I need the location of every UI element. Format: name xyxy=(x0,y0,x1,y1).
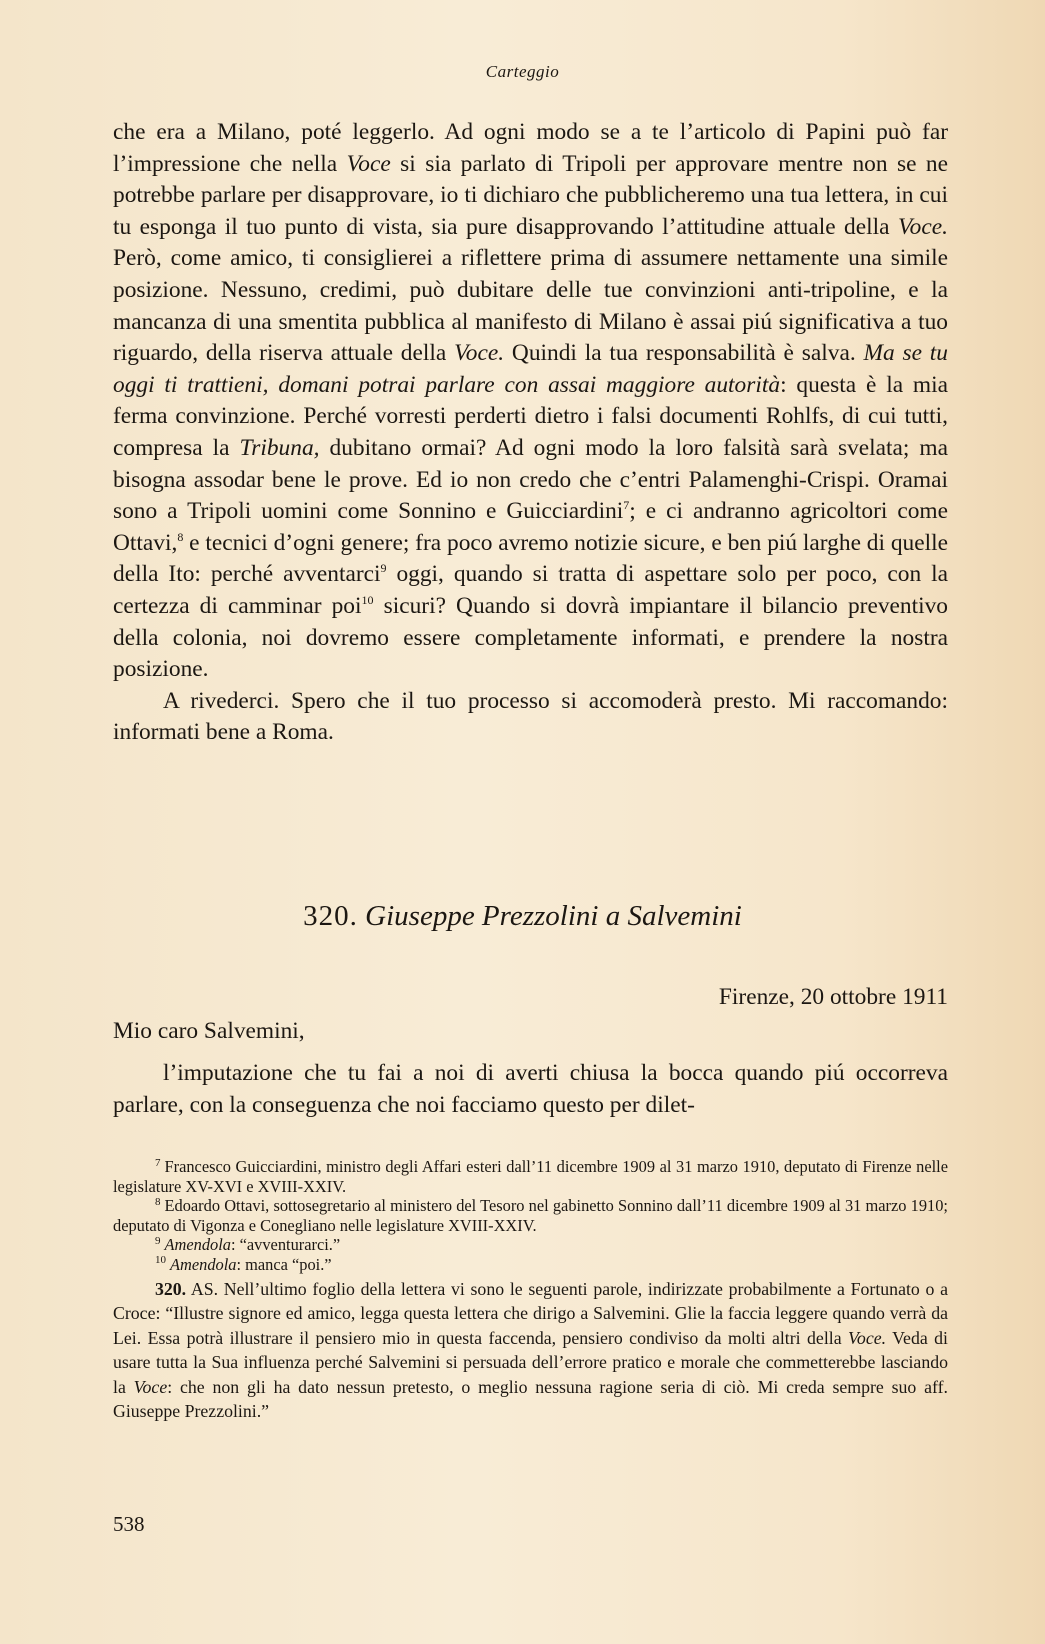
letter-heading xyxy=(0,900,1045,933)
footnote-ref-7: 7 xyxy=(623,498,630,513)
note-paragraph: 320. AS. Nell’ultimo foglio della lettera vi sono le seguenti parole, indirizzate probabilmente a Fortunato o a Croce: “Illustre signore ed amico, legga questa lettera che dirigo a Salvemini. Glie la faccia leggere quando verrà da Lei. Essa potrà illustrare il pensiero mio in questa faccenda, pensiero condiviso da molti altri della Voce. Veda di usare tutta la Sua influenza perché Salvemini si persuada dell’errore pratico e morale che commetterebbe lasciando la Voce: che non gli ha dato nessun pretesto, o meglio nessuna ragione seria di ciò. Mi creda sempre suo aff. Giuseppe Prezzolini.” xyxy=(113,1279,948,1422)
letter-title: Giuseppe Prezzolini a Salvemini xyxy=(365,900,742,932)
page-number: 538 xyxy=(113,1512,145,1536)
footnote-8: $^8$ Edoardo Ottavi, sottosegretario al ministero del Tesoro nel gabinetto Sonnino dall’11 dicembre 1909 al 31 marzo 1910; deputato di Vigonza e Conegliano nelle legislature XVIII-XXIV. xyxy=(113,1195,948,1235)
footnote-10: $^{10}$ Amendola: manca “poi.” xyxy=(155,1254,332,1274)
dateline: Firenze, 20 ottobre 1911 xyxy=(718,984,948,1010)
running-head: Carteggio xyxy=(485,62,560,81)
footnote-ref-8: 8 xyxy=(177,529,184,544)
footnote-7: $^7$ Francesco Guicciardini, ministro degli Affari esteri dall’11 dicembre 1909 al 31 marzo 1910, deputato di Firenze nelle legislature XV-XVI e XVIII-XXIV. xyxy=(113,1156,948,1196)
paragraph-closing: A rivederci. Spero che il tuo processo si accomoderà presto. Mi raccomando: informati bene a Roma. xyxy=(113,687,948,746)
paragraph-continuation: che era a Milano, poté leggerlo. Ad ogni modo se a te l’articolo di Papini può far l’impressione che nella Voce si sia parlato di Tripoli per approvare mentre non se ne potrebbe parlare per disapprovare, io ti dichiaro che pubblicheremo una tua lettera, in cui tu esponga il tuo punto di vista, sia pure disapprovando l’attitudine attuale della Voce. Però, come amico, ti consiglierei a riflettere prima di assumere nettamente una simile posizione. Nessuno, credimi, può dubitare delle tue convinzioni anti-tripoline, e la mancanza di una smentita pubblica al manifesto di Milano è assai piú significativa a tuo riguardo, della riserva attuale della Voce. Quindi la tua responsabilità è salva. Ma se tu oggi ti trattieni, domani potrai parlare con assai maggiore autorità: questa è la mia ferma convinzione. Perché vorresti perderti dietro i falsi documenti Rohlfs, di cui tutti, compresa la Tribuna, dubitano ormai? Ad ogni modo la loro falsità sarà svelata; ma bisogna assodar bene le prove. Ed io non credo che c’entri Palamenghi-Crispi. Oramai sono a Tripoli uomini come Sonnino e Guicciardini$^7$; e ci andranno agricoltori come Ottavi,$^8$ e tecnici d’ogni genere; fra poco avremo notizie sicure, e ben piú larghe di quelle della Ito: perché avventarci$^9$ oggi, quando si tratta di aspettare solo per poco, con la certezza di camminar poi$^{10}$ sicuri? Quando si dovrà impiantare il bilancio preventivo della colonia, noi dovremo essere completamente informati, e prendere la nostra posizione. xyxy=(113,119,949,683)
letter-paragraph: l’imputazione che tu fai a noi di averti chiusa la bocca quando piú occorreva parlare, con la conseguenza che noi facciamo questo per dilet- xyxy=(113,1060,948,1118)
letter-text xyxy=(113,1058,948,1121)
footnote-ref-10: 10 xyxy=(361,593,374,608)
letter-number: 320. xyxy=(303,900,358,932)
note-ref: 320. xyxy=(155,1279,187,1299)
footnotes xyxy=(113,1157,948,1274)
footnote-ref-9: 9 xyxy=(380,561,387,576)
salutation: Mio caro Salvemini, xyxy=(113,1018,305,1044)
footnote-9: $^9$ Amendola: “avventurarci.” xyxy=(155,1234,341,1254)
editorial-note xyxy=(113,1277,948,1423)
body-text xyxy=(113,117,948,749)
